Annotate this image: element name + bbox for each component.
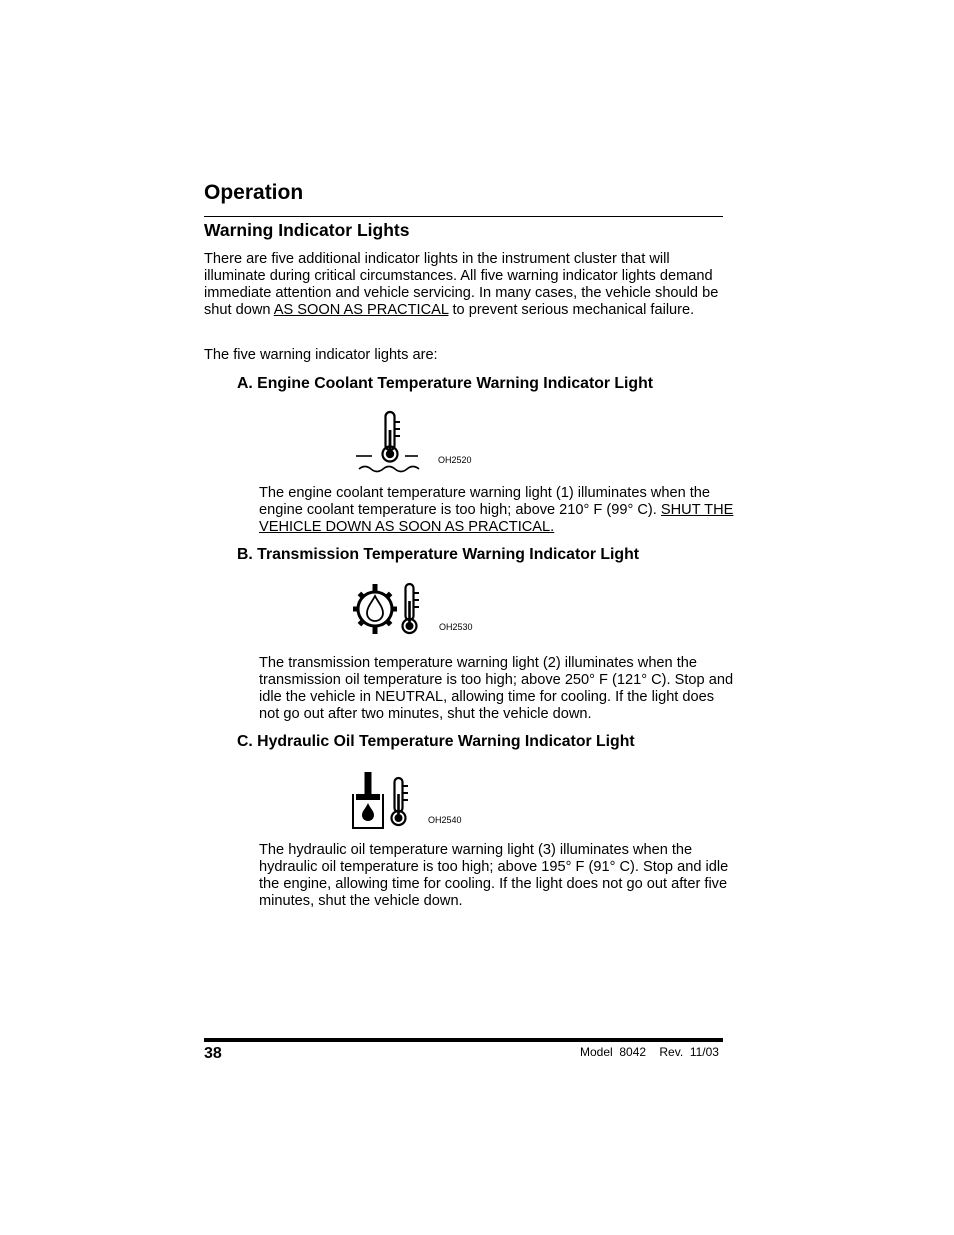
item-a-text xyxy=(259,485,734,536)
page-number: 38 xyxy=(204,1045,222,1062)
page-title: Warning Indicator Lights xyxy=(204,220,410,240)
intro-text-part2: to prevent serious mechanical failure. xyxy=(448,302,695,318)
header-divider xyxy=(204,216,723,217)
item-a-emphasis: SHUT THE VEHICLE DOWN AS SOON AS PRACTICAL. xyxy=(259,502,734,535)
intro-text-part1: There are five additional indicator lights in the instrument cluster that will illuminate during critical circumstances. All five warning indicator lights demand immediate attention and vehicle servicing. In many cases, the vehicle should be shut down xyxy=(204,251,719,318)
engine-coolant-temperature-icon xyxy=(355,410,420,474)
model-revision: Model 8042 Rev. 11/03 xyxy=(580,1045,719,1059)
figure-code-oh2530: OH2530 xyxy=(439,622,473,632)
item-c-heading: C. Hydraulic Oil Temperature Warning Indicator Light xyxy=(237,733,635,750)
item-c-text: The hydraulic oil temperature warning light (3) illuminates when the hydraulic oil temperature is too high; above 195° F (91° C). Stop and idle the engine, allowing time for cooling. If the light does not go out after five minutes, shut the vehicle down. xyxy=(259,842,729,909)
transmission-temperature-icon xyxy=(352,581,432,639)
list-intro: The five warning indicator lights are: xyxy=(204,347,438,363)
figure-code-oh2520: OH2520 xyxy=(438,455,472,465)
item-a-description: The engine coolant temperature warning light (1) illuminates when the engine coolant temperature is too high; above 210° F (99° C). xyxy=(259,485,711,518)
intro-emphasis: AS SOON AS PRACTICAL xyxy=(273,302,449,318)
intro-paragraph xyxy=(204,251,734,319)
item-b-heading: B. Transmission Temperature Warning Indicator Light xyxy=(237,546,639,563)
hydraulic-oil-temperature-icon xyxy=(350,770,415,832)
footer-divider xyxy=(204,1038,723,1042)
figure-code-oh2540: OH2540 xyxy=(428,815,462,825)
item-a-heading: A. Engine Coolant Temperature Warning Indicator Light xyxy=(237,375,653,392)
item-b-text: The transmission temperature warning light (2) illuminates when the transmission oil temperature is too high; above 250° F (121° C). Stop and idle the vehicle in NEUTRAL, allowing time for cooling. If the light does not go out after two minutes, shut the vehicle down. xyxy=(259,655,734,722)
section-title: Operation xyxy=(204,181,304,204)
